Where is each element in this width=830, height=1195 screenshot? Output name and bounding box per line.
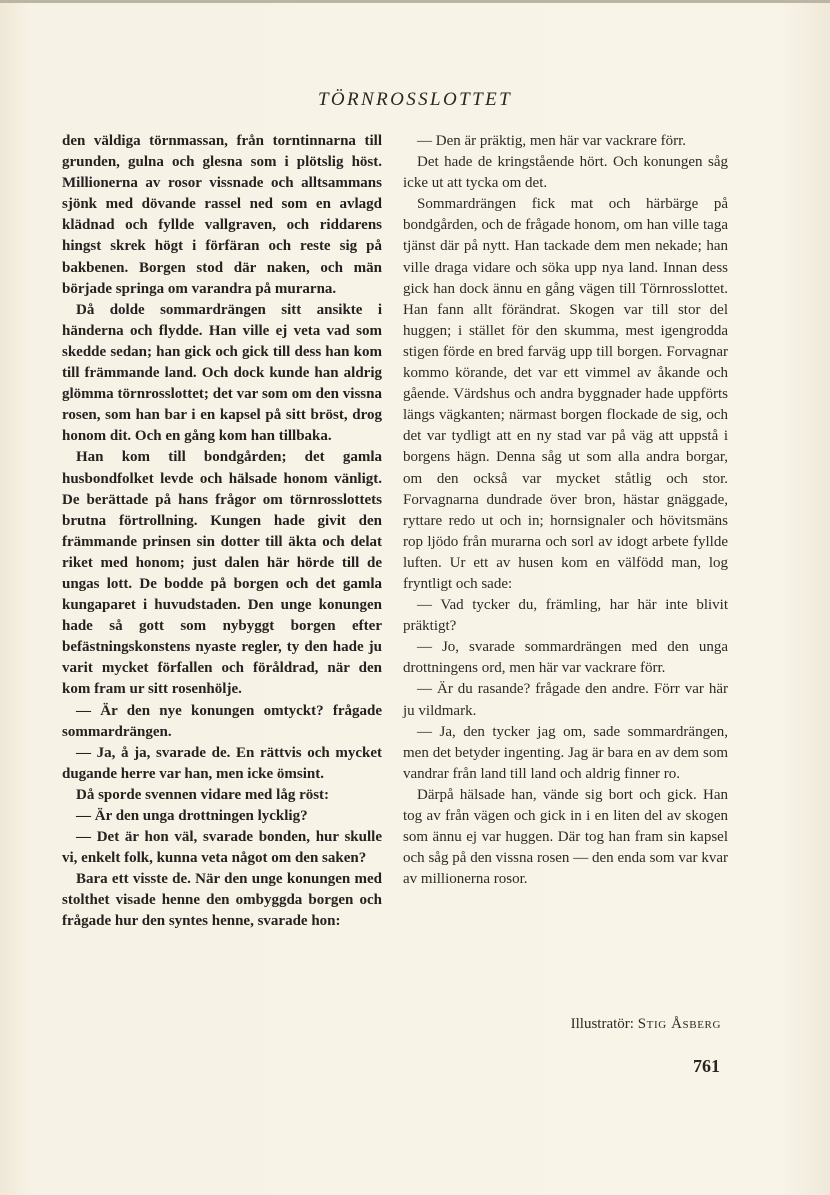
paragraph: — Det är hon väl, svarade bonden, hur skulle vi, enkelt folk, kunna veta något om den saken? — [62, 829, 382, 867]
paragraph: Då dolde sommardrängen sitt ansikte i händerna och flydde. Han ville ej veta vad som skedde sedan; han gick och gick till dess han kom till främmande land. Och dock kunde han aldrig glömma törnrosslottet; det var som om den vissna rosen, som han bar i en kapsel på sitt bröst, drog honom dit. Och en gång kom han tillbaka. — [62, 301, 382, 445]
paragraph: — Är den unga drottningen lycklig? — [76, 808, 308, 824]
running-title: TÖRNROSSLOTTET — [317, 89, 513, 110]
paragraph: — Jo, svarade sommardrängen med den unga drottningens ord, men här var vackrare förr. — [403, 639, 728, 677]
paragraph: — Den är präktig, men här var vackrare förr. — [417, 133, 687, 149]
page-number: 761 — [693, 1056, 720, 1076]
right-column — [403, 131, 728, 890]
left-column — [62, 131, 382, 933]
paragraph: — Är den nye konungen omtyckt? frågade sommardrängen. — [62, 702, 382, 740]
paragraph: Därpå hälsade han, vände sig bort och gick. Han tog av från vägen och gick in i en liten del av skogen som ännu ej var huggen. Där tog han fram sin kapsel och såg på den vissna rosen — den enda som var kvar av millionerna rosor. — [403, 786, 728, 888]
paragraph: Då sporde svennen vidare med låg röst: — [76, 786, 330, 803]
page-top-edge — [0, 0, 830, 3]
paragraph: Sommardrängen fick mat och härbärge på bondgården, och de frågade honom, om han ville taga tjänst där på nytt. Han tackade dem men nekade; han ville draga vidare och söka upp nya land. Innan dess gick han dock ännu en gång vägen till Törnrosslottet. Han fann allt förändrat. Skogen var till stor del huggen; i stället för den skumma, mest igengrodda stigen förde en bred farväg upp till borgen. Forvagnar kommo körande, det var ett vimmel av åkande och gående. Värdshus och andra byggnader hade uppförts längs vägkanten; närmast borgen flockade de sig, och det var tydligt att en ny stad var på väg att uppstå i borgens hägn. Denna såg ut som alla andra borgar, om den också var mycket ståtlig och stor. Forvagnarna dundrade över bron, hästar gnäggade, ryttare redo ut och in; hornsignaler och hövitsmäns rop ljödo från murarna och sorl av idogt arbete fyllde luften. Ur ett av husen kom en välfödd man, log fryntligt och sade: — [403, 196, 728, 592]
credit-label: Illustratör: — [570, 1016, 634, 1032]
paragraph: Bara ett visste de. När den unge konungen med stolthet visade henne den ombyggda borgen och frågade hur den syntes henne, svarade hon: — [62, 871, 382, 930]
paragraph: — Ja, å ja, svarade de. En rättvis och mycket dugande herre var han, men icke ömsint. — [62, 744, 382, 782]
paragraph: — Vad tycker du, främling, har här inte blivit präktigt? — [403, 597, 728, 635]
paragraph: — Är du rasande? frågade den andre. Förr var här ju vildmark. — [403, 681, 728, 719]
illustrator-credit — [403, 1016, 721, 1033]
credit-name: Stig Åsberg — [637, 1016, 721, 1032]
paragraph: den väldiga törnmassan, från torntinnarna till grunden, gulna och glesna som i plötslig höst. Millionerna av rosor vissnade och alltsammans sjönk med dövande rassel ned som en avlagd klädnad och fyllde vallgraven, och riddarens hingst skrek högt i förfäran och reste sig på bakbenen. Borgen stod där naken, och män började springa om varandra på murarna. — [62, 133, 382, 297]
paragraph: — Ja, den tycker jag om, sade sommardrängen, men det betyder ingenting. Jag är bara en av dem som vandrar från land till land och aldrig finner ro. — [403, 723, 728, 782]
paragraph: Det hade de kringstående hört. Och konungen såg icke ut att tycka om det. — [403, 154, 728, 192]
paragraph: Han kom till bondgården; det gamla husbondfolket levde och hälsade honom vänligt. De berättade på hans frågor om törnrosslottets brutna förtrollning. Kungen hade givit den främmande prinsen sin dotter till äkta och delat riket med honom; just dalen här hörde till de ungas lott. De bodde på borgen och det gamla kungaparet i huvudstaden. Den unge konungen hade så gott som nybyggt borgen efter befästningskonstens nyaste regler, ty den hade ju varit mycket förfallen och föråldrad, när den kom fram ur sitt rosenhölje. — [62, 449, 382, 698]
